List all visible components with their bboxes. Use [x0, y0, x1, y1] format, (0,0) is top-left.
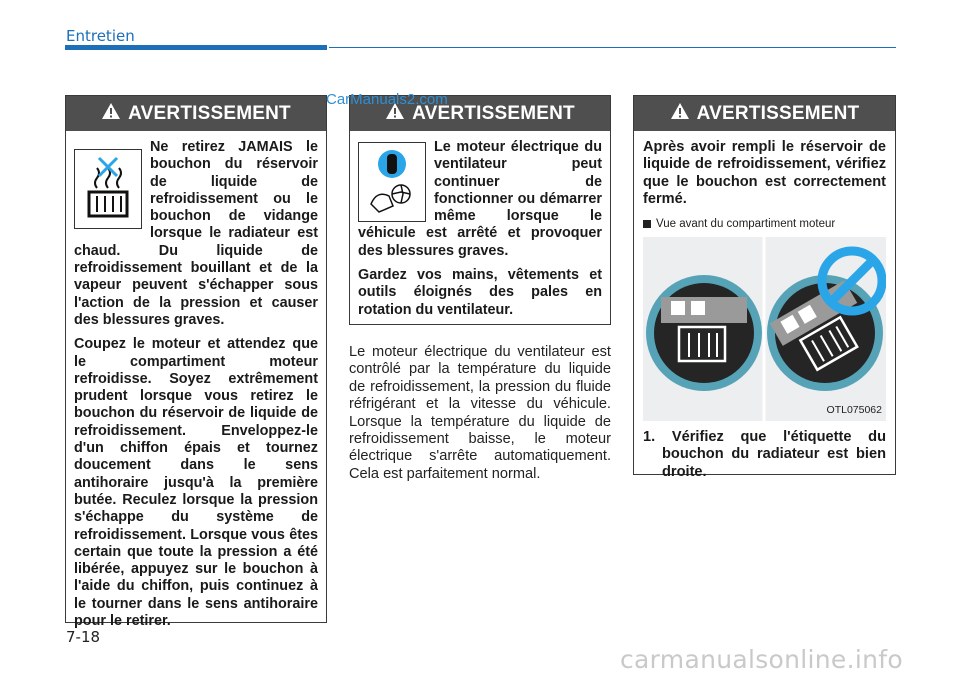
footer-site-watermark[interactable]: carmanualsonline.info — [620, 645, 903, 674]
figure-code: OTL075062 — [826, 403, 882, 416]
radiator-cap-figure — [643, 237, 886, 421]
warning-body — [66, 131, 326, 643]
watermark-link[interactable]: CarManuals2.com — [326, 91, 448, 108]
radiator-cap-illustration — [643, 237, 886, 421]
warning-header — [66, 96, 326, 131]
cap-check-warning: Après avoir rempli le réservoir de liquide de refroidissement, vérifiez que le bouchon est correctement fermé. — [643, 139, 886, 208]
hot-radiator-icon — [74, 149, 142, 229]
figure-caption-text: Vue avant du compartiment moteur — [656, 217, 836, 230]
radiator-warning-instructions: Coupez le moteur et attendez que le compartiment moteur refroidisse. Soyez extrêmement prudent lorsque vous retirez le bouchon du réservoir de liquide de refroidissement. Enveloppez-le d'un chiffon épais et tournez doucement dans le sens antihoraire jusqu'à la première butée. Reculez lorsque la pression s'échappe du système de refroidissement. Lorsque vous êtes certain que toute la pression a été libérée, appuyez sur le bouchon à l'aide du chiffon, puis continuez à le tourner dans le sens antihoraire pour le retirer. — [74, 336, 318, 630]
page-number: 7-18 — [66, 628, 101, 646]
warning-title: AVERTISSEMENT — [696, 102, 860, 124]
warning-body — [634, 131, 895, 487]
section-title: Entretien — [66, 27, 135, 45]
warning-triangle-icon — [101, 102, 121, 126]
figure-caption — [643, 216, 886, 233]
warning-body — [350, 131, 610, 332]
fan-explanation-text: Le moteur électrique du ventilateur est contrôlé par la température du liquide de refroidissement, la pression du fluide réfrigérant et la vitesse du véhicule. Lorsque la température du liquide de refroidissement baisse, le moteur électrique s'arrête automatiquement. Cela est parfaitement normal. — [349, 344, 611, 482]
warning-triangle-icon — [670, 102, 690, 126]
fan-hazard-icon — [358, 142, 426, 222]
warning-box-radiator — [65, 95, 327, 630]
warning-title: AVERTISSEMENT — [412, 102, 575, 124]
header-rule-thin — [329, 47, 896, 48]
warning-box-fan — [349, 95, 611, 325]
warning-title: AVERTISSEMENT — [128, 102, 291, 124]
fan-warning-lead: Le moteur électrique du ventilateur peut continuer de fonctionner ou démarrer même lorsque le véhicule est arrêté et provoquer des blessures graves. — [358, 139, 602, 259]
header-rule-thick — [65, 45, 327, 50]
warning-box-cap-check — [633, 95, 896, 480]
caption-square-icon — [643, 220, 651, 228]
radiator-warning-lead: Ne retirez JAMAIS le bouchon du réservoir de liquide de refroidissement ou le bouchon de vidange lorsque le radiateur est chaud. Du liquide de refroidissement bouillant et de la vapeur peuvent s'échapper sous l'action de la pression et causer des blessures graves. — [74, 139, 318, 328]
step-1: 1. Vérifiez que l'étiquette du bouchon du radiateur est bien droite. — [643, 428, 886, 480]
warning-header — [634, 96, 895, 131]
fan-warning-instructions: Gardez vos mains, vêtements et outils éloignés des pales en rotation du ventilateur. — [358, 267, 602, 318]
